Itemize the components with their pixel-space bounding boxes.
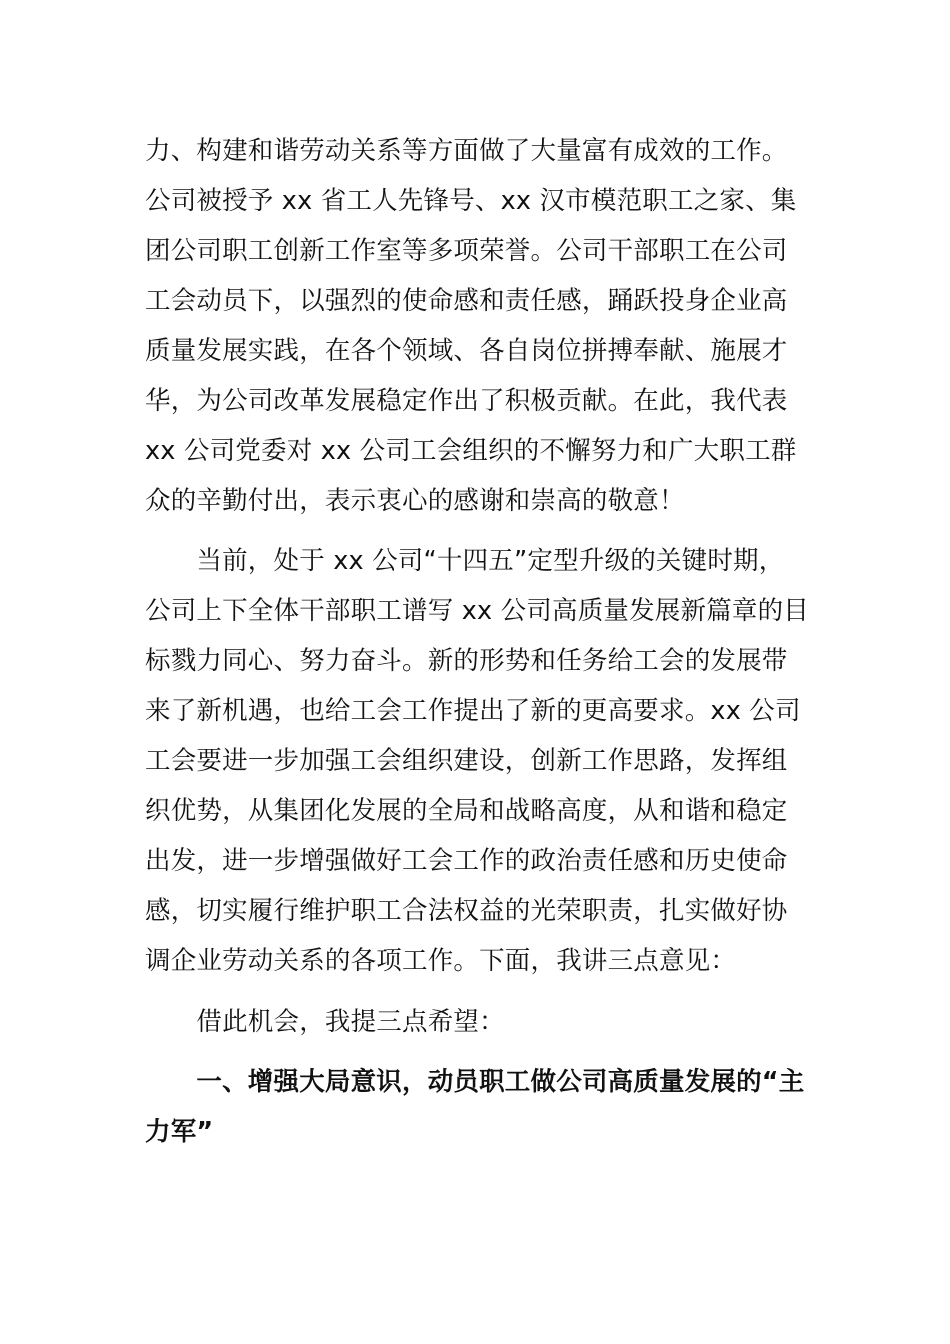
text-line: 工会要进一步加强工会组织建设，创新工作思路，发挥组: [145, 746, 788, 776]
text-line: 来了新机遇，也给工会工作提出了新的更高要求。xx 公司: [145, 696, 801, 726]
text-line: 出发，进一步增强做好工会工作的政治责任感和历史使命: [145, 846, 788, 876]
paragraph-hopes-intro: [145, 997, 805, 1047]
text-line: 织优势，从集团化发展的全局和战略高度，从和谐和稳定: [145, 796, 788, 826]
paragraph-current-situation: [145, 536, 809, 986]
text-line: 标戮力同心、努力奋斗。新的形势和任务给工会的发展带: [145, 646, 788, 676]
text-line: 公司上下全体干部职工谱写 xx 公司高质量发展新篇章的目: [145, 596, 809, 626]
section-heading: [145, 1057, 805, 1157]
text-line: 团公司职工创新工作室等多项荣誉。公司干部职工在公司: [145, 236, 788, 266]
heading-line: 一、增强大局意识，动员职工做公司高质量发展的“主: [145, 1067, 805, 1097]
text-line: 众的辛勤付出，表示衷心的感谢和崇高的敬意！: [145, 486, 685, 516]
paragraph-achievements: [145, 126, 805, 526]
text-line: xx 公司党委对 xx 公司工会组织的不懈努力和广大职工群: [145, 436, 797, 466]
text-line: 借此机会，我提三点希望：: [145, 1007, 505, 1037]
text-line: 工会动员下，以强烈的使命感和责任感，踊跃投身企业高: [145, 286, 788, 316]
text-line: 公司被授予 xx 省工人先锋号、xx 汉市模范职工之家、集: [145, 186, 797, 216]
text-line: 华，为公司改革发展稳定作出了积极贡献。在此，我代表: [145, 386, 788, 416]
text-line: 当前，处于 xx 公司“十四五”定型升级的关键时期，: [145, 546, 785, 576]
text-line: 质量发展实践，在各个领域、各自岗位拼搏奉献、施展才: [145, 336, 788, 366]
text-line: 力、构建和谐劳动关系等方面做了大量富有成效的工作。: [145, 136, 788, 166]
heading-line: 力军”: [145, 1117, 214, 1147]
text-line: 调企业劳动关系的各项工作。下面，我讲三点意见：: [145, 946, 737, 976]
text-line: 感，切实履行维护职工合法权益的光荣职责，扎实做好协: [145, 896, 788, 926]
